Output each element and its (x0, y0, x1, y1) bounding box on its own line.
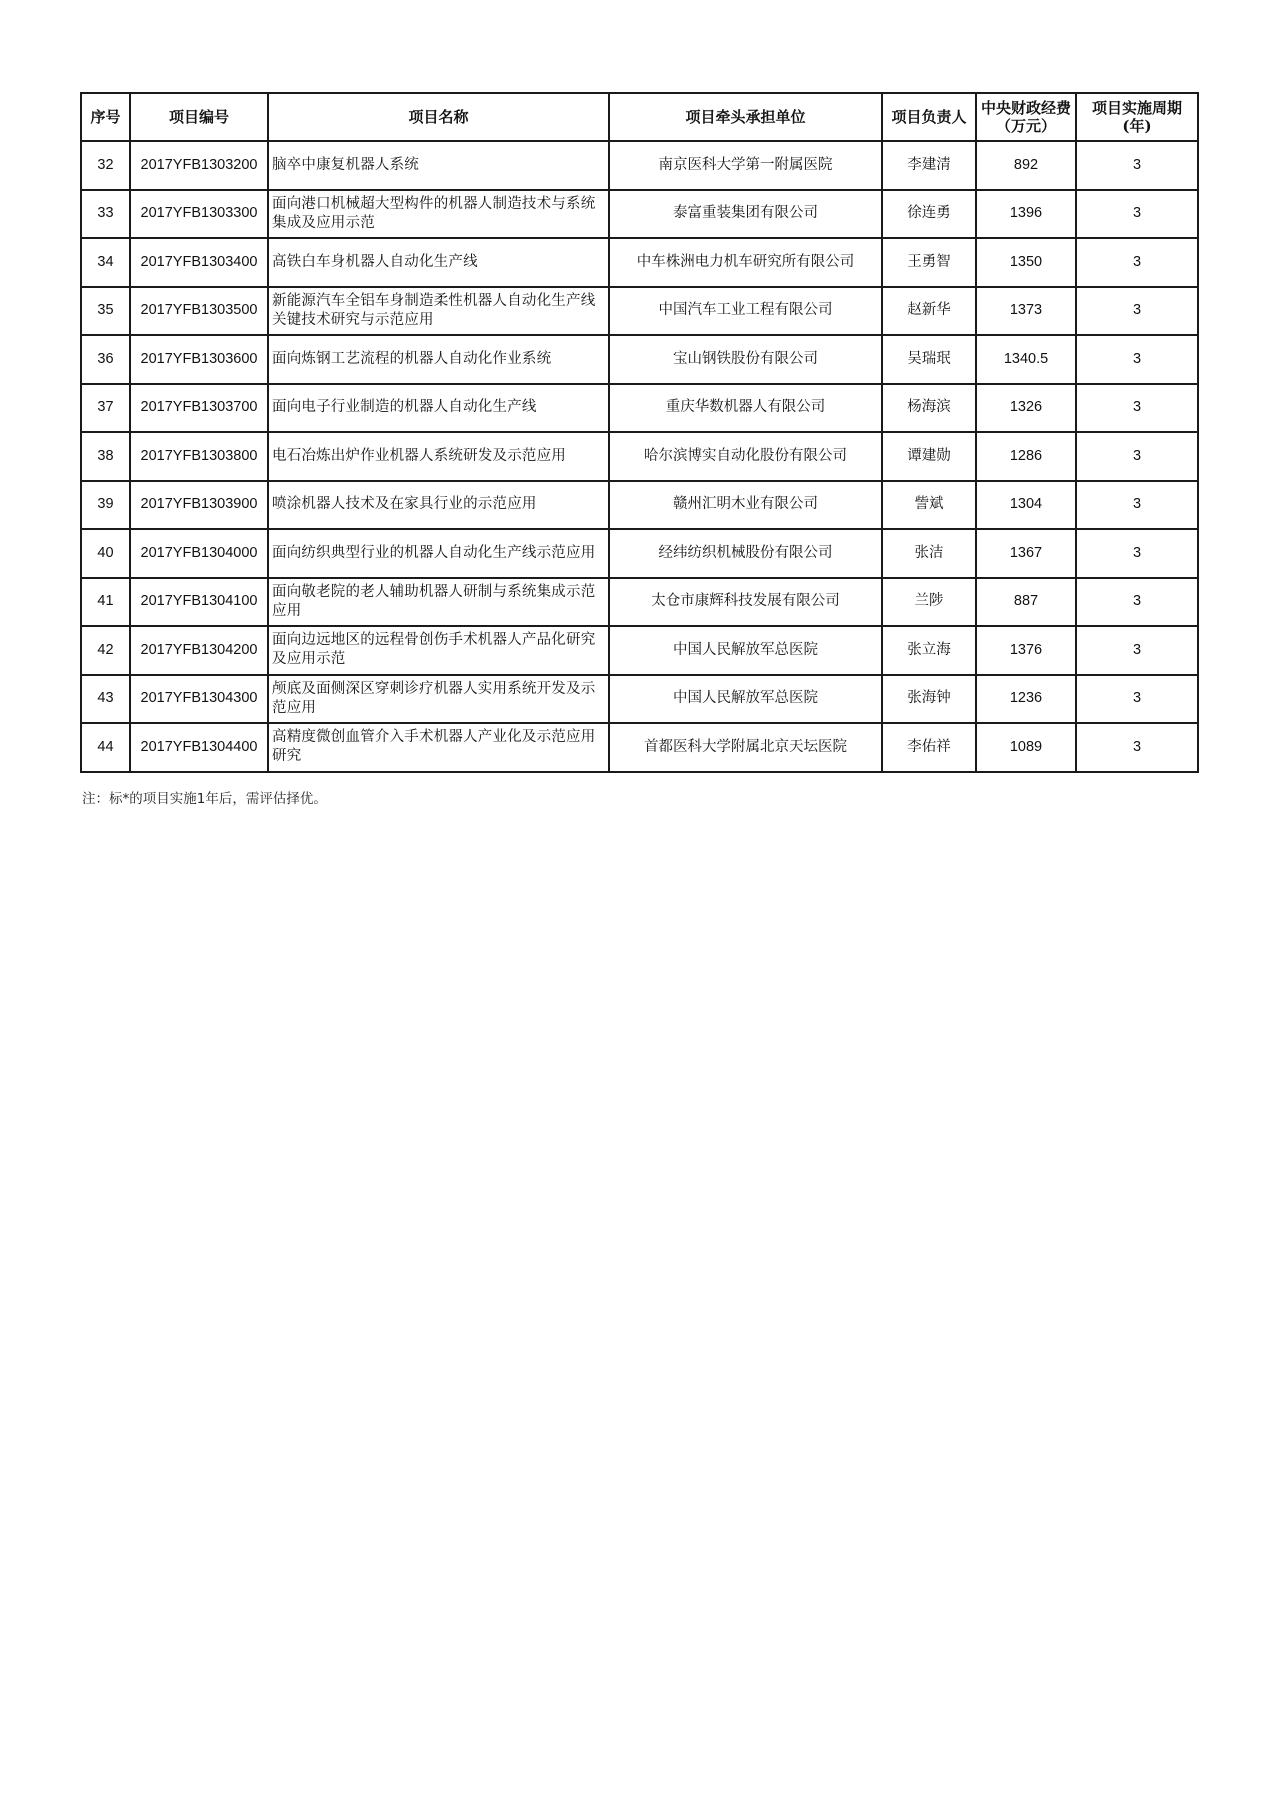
cell-period: 3 (1076, 675, 1198, 724)
table-row (81, 384, 1198, 433)
cell-period: 3 (1076, 626, 1198, 675)
table-row (81, 190, 1198, 239)
cell-index: 37 (81, 384, 130, 433)
cell-code: 2017YFB1303900 (130, 481, 268, 530)
cell-name: 高铁白车身机器人自动化生产线 (268, 238, 609, 287)
cell-period: 3 (1076, 432, 1198, 481)
cell-leader: 李建清 (882, 141, 976, 190)
footnote: 注：标*的项目实施1年后，需评估择优。 (82, 791, 327, 807)
table-row (81, 238, 1198, 287)
cell-index: 35 (81, 287, 130, 336)
cell-period: 3 (1076, 335, 1198, 384)
table-row (81, 287, 1198, 336)
cell-leader: 杨海滨 (882, 384, 976, 433)
cell-name: 喷涂机器人技术及在家具行业的示范应用 (268, 481, 609, 530)
cell-index: 40 (81, 529, 130, 578)
cell-leader: 兰陟 (882, 578, 976, 627)
cell-unit: 中车株洲电力机车研究所有限公司 (609, 238, 882, 287)
header-code: 项目编号 (130, 93, 268, 141)
cell-unit: 首都医科大学附属北京天坛医院 (609, 723, 882, 772)
table-row (81, 529, 1198, 578)
header-funding: 中央财政经费（万元） (976, 93, 1076, 141)
cell-leader: 赵新华 (882, 287, 976, 336)
table-row (81, 481, 1198, 530)
cell-index: 41 (81, 578, 130, 627)
cell-leader: 谭建勋 (882, 432, 976, 481)
cell-index: 32 (81, 141, 130, 190)
cell-leader: 李佑祥 (882, 723, 976, 772)
cell-name: 面向炼钢工艺流程的机器人自动化作业系统 (268, 335, 609, 384)
cell-funding: 1350 (976, 238, 1076, 287)
cell-index: 36 (81, 335, 130, 384)
cell-period: 3 (1076, 384, 1198, 433)
table-row (81, 578, 1198, 627)
cell-funding: 1373 (976, 287, 1076, 336)
cell-name: 高精度微创血管介入手术机器人产业化及示范应用研究 (268, 723, 609, 772)
header-index: 序号 (81, 93, 130, 141)
table-row (81, 335, 1198, 384)
cell-code: 2017YFB1303700 (130, 384, 268, 433)
cell-name: 颅底及面侧深区穿刺诊疗机器人实用系统开发及示范应用 (268, 675, 609, 724)
cell-leader: 张海钟 (882, 675, 976, 724)
cell-unit: 中国人民解放军总医院 (609, 626, 882, 675)
cell-funding: 1286 (976, 432, 1076, 481)
cell-code: 2017YFB1303500 (130, 287, 268, 336)
cell-period: 3 (1076, 529, 1198, 578)
cell-index: 39 (81, 481, 130, 530)
cell-period: 3 (1076, 287, 1198, 336)
cell-code: 2017YFB1304300 (130, 675, 268, 724)
cell-code: 2017YFB1303400 (130, 238, 268, 287)
cell-funding: 1340.5 (976, 335, 1076, 384)
table-body (81, 141, 1198, 772)
cell-unit: 泰富重装集团有限公司 (609, 190, 882, 239)
header-row (81, 93, 1198, 141)
cell-index: 38 (81, 432, 130, 481)
cell-code: 2017YFB1303200 (130, 141, 268, 190)
cell-code: 2017YFB1303300 (130, 190, 268, 239)
cell-name: 面向电子行业制造的机器人自动化生产线 (268, 384, 609, 433)
cell-funding: 892 (976, 141, 1076, 190)
table-row (81, 141, 1198, 190)
table-row (81, 432, 1198, 481)
cell-leader: 王勇智 (882, 238, 976, 287)
cell-code: 2017YFB1303800 (130, 432, 268, 481)
cell-funding: 1089 (976, 723, 1076, 772)
cell-unit: 赣州汇明木业有限公司 (609, 481, 882, 530)
cell-unit: 经纬纺织机械股份有限公司 (609, 529, 882, 578)
cell-period: 3 (1076, 578, 1198, 627)
cell-code: 2017YFB1303600 (130, 335, 268, 384)
cell-unit: 哈尔滨博实自动化股份有限公司 (609, 432, 882, 481)
cell-period: 3 (1076, 141, 1198, 190)
cell-index: 44 (81, 723, 130, 772)
cell-code: 2017YFB1304000 (130, 529, 268, 578)
cell-index: 34 (81, 238, 130, 287)
cell-code: 2017YFB1304400 (130, 723, 268, 772)
cell-unit: 中国汽车工业工程有限公司 (609, 287, 882, 336)
cell-code: 2017YFB1304100 (130, 578, 268, 627)
cell-code: 2017YFB1304200 (130, 626, 268, 675)
cell-unit: 南京医科大学第一附属医院 (609, 141, 882, 190)
cell-leader: 张洁 (882, 529, 976, 578)
cell-name: 脑卒中康复机器人系统 (268, 141, 609, 190)
cell-unit: 太仓市康辉科技发展有限公司 (609, 578, 882, 627)
cell-period: 3 (1076, 723, 1198, 772)
header-unit: 项目牵头承担单位 (609, 93, 882, 141)
cell-funding: 1376 (976, 626, 1076, 675)
cell-name: 面向港口机械超大型构件的机器人制造技术与系统集成及应用示范 (268, 190, 609, 239)
cell-leader: 张立海 (882, 626, 976, 675)
cell-name: 面向纺织典型行业的机器人自动化生产线示范应用 (268, 529, 609, 578)
cell-unit: 重庆华数机器人有限公司 (609, 384, 882, 433)
cell-name: 面向边远地区的远程骨创伤手术机器人产品化研究及应用示范 (268, 626, 609, 675)
header-period: 项目实施周期(年) (1076, 93, 1198, 141)
cell-name: 新能源汽车全铝车身制造柔性机器人自动化生产线关键技术研究与示范应用 (268, 287, 609, 336)
cell-period: 3 (1076, 190, 1198, 239)
cell-name: 电石冶炼出炉作业机器人系统研发及示范应用 (268, 432, 609, 481)
cell-funding: 1396 (976, 190, 1076, 239)
header-name: 项目名称 (268, 93, 609, 141)
table-row (81, 723, 1198, 772)
cell-funding: 1304 (976, 481, 1076, 530)
cell-leader: 訾斌 (882, 481, 976, 530)
cell-period: 3 (1076, 238, 1198, 287)
cell-index: 33 (81, 190, 130, 239)
cell-funding: 1367 (976, 529, 1076, 578)
header-leader: 项目负责人 (882, 93, 976, 141)
cell-name: 面向敬老院的老人辅助机器人研制与系统集成示范应用 (268, 578, 609, 627)
cell-funding: 1236 (976, 675, 1076, 724)
cell-unit: 中国人民解放军总医院 (609, 675, 882, 724)
cell-leader: 吴瑞珉 (882, 335, 976, 384)
cell-period: 3 (1076, 481, 1198, 530)
cell-index: 42 (81, 626, 130, 675)
cell-unit: 宝山钢铁股份有限公司 (609, 335, 882, 384)
cell-leader: 徐连勇 (882, 190, 976, 239)
table-row (81, 626, 1198, 675)
cell-funding: 887 (976, 578, 1076, 627)
cell-funding: 1326 (976, 384, 1076, 433)
table-row (81, 675, 1198, 724)
project-table (80, 92, 1199, 773)
cell-index: 43 (81, 675, 130, 724)
